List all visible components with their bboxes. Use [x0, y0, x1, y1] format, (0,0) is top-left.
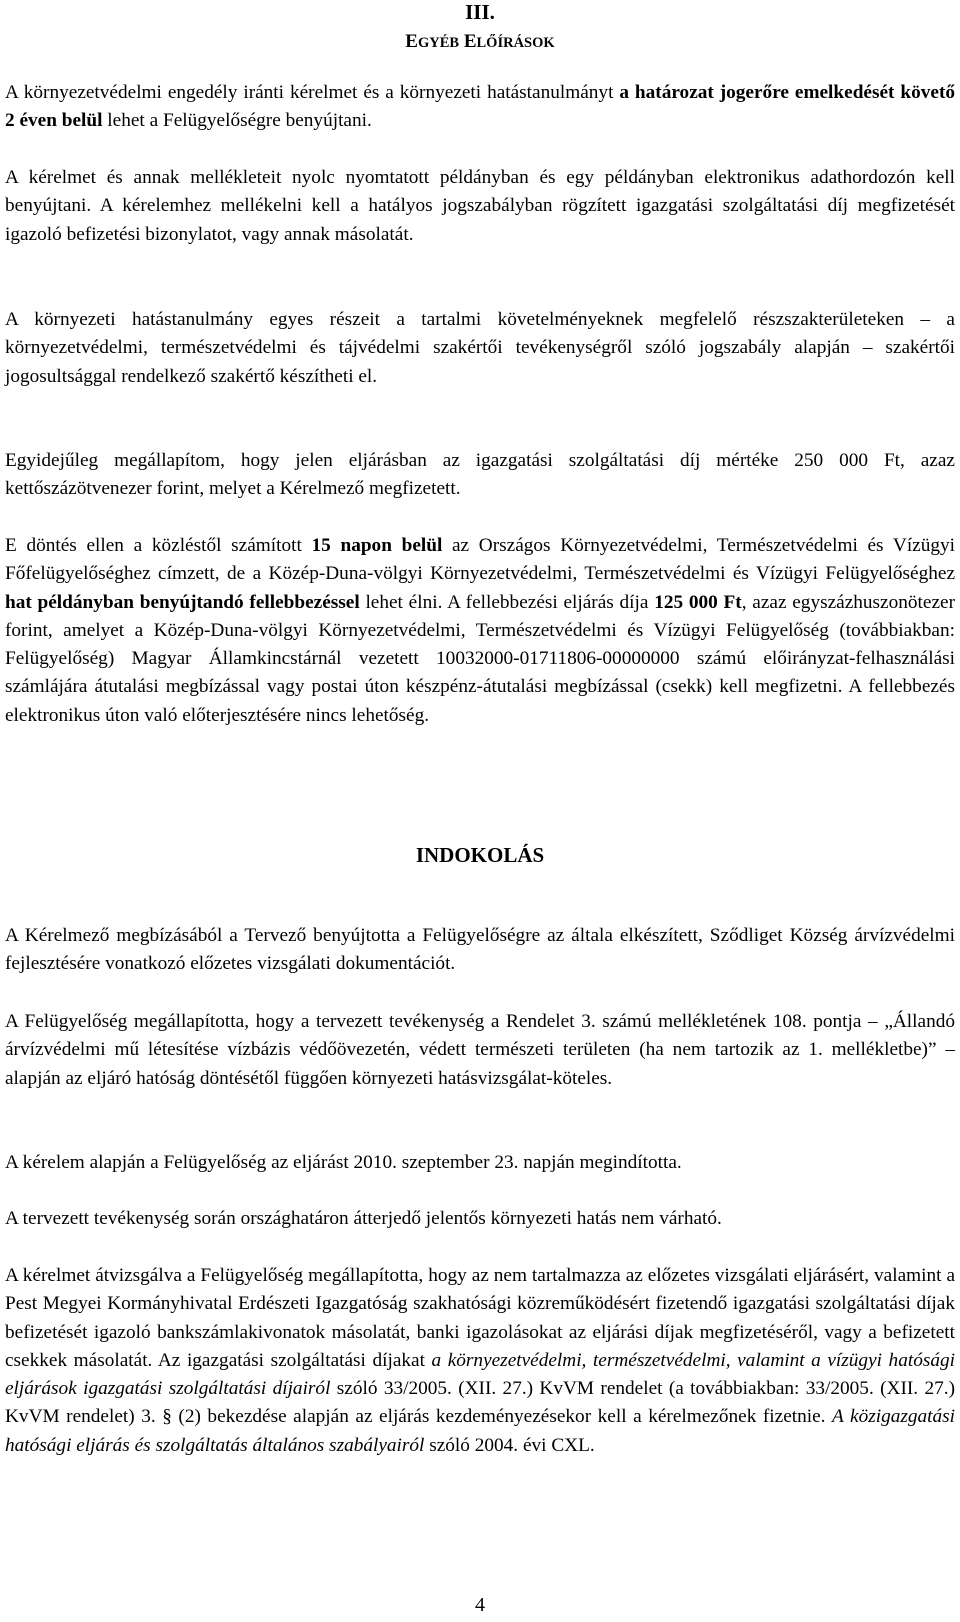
section-title-rest-2: LŐÍRÁSOK: [476, 35, 555, 51]
bold-text: hat példányban benyújtandó fellebbezéssel: [5, 591, 360, 613]
bold-text: a határozat jogerőre emelkedését követő 2 éven belül: [5, 82, 956, 132]
paragraph-missing-fees: [5, 1262, 955, 1460]
paragraph-transboundary-effect: A tervezett tevékenység során országhatáron átterjedő jelentős környezeti hatás nem várható.: [5, 1208, 722, 1229]
section-title-rest-1: GYÉB: [417, 35, 460, 51]
bold-text: 125 000 Ft: [654, 591, 742, 613]
text: lehet a Felügyelőségre benyújtani.: [102, 110, 372, 132]
section-title-initial-1: E: [405, 31, 418, 52]
text: az Országos Környezetvédelmi, Természetvédelmi és Vízügyi Főfelügyelőséghez címzett, de a Közép-Duna-völgyi Környezetvédelmi, Természetvédelmi és Vízügyi Felügyelőséghez: [5, 535, 956, 585]
paragraph-request-submitted: A Kérelmező megbízásából a Tervező benyújtotta a Felügyelőségre az általa elkészített, Sződliget Község árvízvédelmi fejlesztésére vonatkozó előzetes vizsgálati dokumentációt.: [5, 925, 955, 975]
text: szóló 33/2005. (XII. 27.) KvVM rendelet (a továbbiakban: 33/2005. (XII. 27.) KvVM rendelet) 3. § (2) bekezdése alapján az eljárás kezdeményezésekor kell a kérelmezőnek fizetnie.: [5, 1378, 955, 1428]
bold-text: 15 napon belül: [311, 535, 443, 556]
section-title-initial-2: E: [463, 31, 477, 52]
page-number: 4: [475, 1594, 485, 1616]
paragraph-submission-deadline: [5, 79, 955, 136]
text: , azaz egyszázhuszonötezer forint, amelyet a Közép-Duna-völgyi Környezetvédelmi, Természetvédelmi és Vízügyi Felügyelőség (továbbiakban: Felügyelőség) Magyar Államkincstárnál vezetett 10032000-01711806-00000000 számú előirányzat-felhasználási számlájára átutalási megbízással vagy postai úton készpénz-átutalási megbízással (csekk) kell megfizetni. A fellebbezés elektronikus úton való előterjesztésére nincs lehetőség.: [5, 591, 955, 726]
heading-indokolas: INDOKOLÁS: [415, 843, 545, 867]
text: szóló 2004. évi CXL.: [424, 1434, 595, 1456]
text: A kérelmet átvizsgálva a Felügyelőség megállapította, hogy az nem tartalmazza az előzetes vizsgálati eljárásért, valamint a Pest Megyei Kormányhivatal Erdészeti Igazgatóság szakhatósági közreműködésért fizetendő igazgatási szolgáltatási díjak befizetését igazoló bankszámlakivonatok másolatát, banki igazolásokat az eljárási díjak megfizetéséről, vagy a befizetett csekkek másolatát. Az igazgatási szolgáltatási díjakat: [5, 1265, 955, 1371]
text: lehet élni. A fellebbezési eljárás díja: [359, 591, 655, 613]
paragraph-assessment-obligation: A Felügyelőség megállapította, hogy a tervezett tevékenység a Rendelet 3. számú mellékletének 108. pontja – „Állandó árvízvédelmi mű létesítése vízbázis védőövezetén, védett természeti területen (ha nem tartozik az 1. mellékletbe)” – alapján az eljáró hatóság döntésétől függően környezeti hatásvizsgálat-köteles.: [5, 1011, 955, 1089]
italic-text: A közigazgatási hatósági eljárás és szolgáltatás általános szabályairól: [5, 1406, 955, 1456]
paragraph-procedure-start: A kérelem alapján a Felügyelőség az eljárást 2010. szeptember 23. napján megindította.: [5, 1152, 682, 1173]
paragraph-impact-study-experts: A környezeti hatástanulmány egyes részeit a tartalmi követelményeknek megfelelő részszakterületeken – a környezetvédelmi, természetvédelmi és tájvédelmi szakértői tevékenységről szóló jogszabály alapján – szakértői jogosultsággal rendelkező szakértő készítheti el.: [5, 309, 955, 387]
text: A környezetvédelmi engedély iránti kérelmet és a környezeti hatástanulmányt: [5, 82, 620, 103]
paragraph-fee-statement: Egyidejűleg megállapítom, hogy jelen eljárásban az igazgatási szolgáltatási díj mértéke 250 000 Ft, azaz kettőszázötvenezer forint, melyet a Kérelmező megfizetett.: [5, 450, 955, 500]
section-title: [0, 30, 960, 55]
text: E döntés ellen a közléstől számított: [5, 535, 312, 556]
paragraph-appeal: [5, 532, 955, 730]
italic-text: a környezetvédelmi, természetvédelmi, valamint a vízügyi hatósági eljárások igazgatási szolgáltatási díjairól: [5, 1349, 955, 1400]
section-number: III.: [465, 0, 495, 24]
paragraph-submission-copies: A kérelmet és annak mellékleteit nyolc nyomtatott példányban és egy példányban elektronikus adathordozón kell benyújtani. A kérelemhez mellékelni kell a hatályos jogszabályban rögzített igazgatási szolgáltatási díj megfizetését igazoló befizetési bizonylatot, vagy annak másolatát.: [5, 167, 955, 245]
